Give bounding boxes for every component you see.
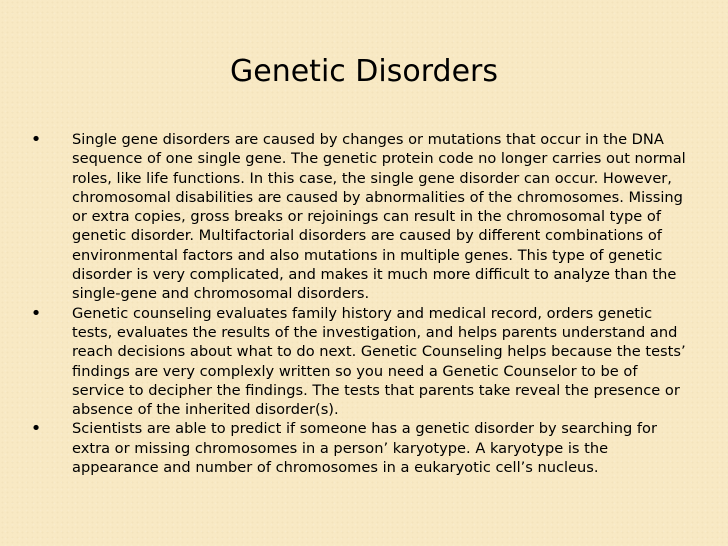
bullet-item-genetic-counseling: [30, 304, 694, 420]
bullet-text: Genetic counseling evaluates family history and medical record, orders genetic tests, evaluates the results of the investigation, and helps parents understand and reach decisions about what to do next. Genetic Counseling helps because the tests’ findings are very complexly written so you need a Genetic Counselor to be of service to decipher the findings. The tests that parents take reveal the presence or absence of the inherited disorder(s).: [72, 304, 686, 419]
bullet-item-single-gene: [30, 130, 694, 304]
bullet-item-karyotype: [30, 419, 694, 477]
bullet-icon: •: [30, 418, 42, 440]
slide-title: Genetic Disorders: [230, 54, 498, 89]
bullet-icon: •: [30, 302, 42, 324]
bullet-text: Scientists are able to predict if someone has a genetic disorder by searching for extra or missing chromosomes in a person’ karyotype. A karyotype is the appearance and number of chromosomes in a eukaryotic cell’s nucleus.: [72, 420, 657, 477]
bullet-icon: •: [30, 129, 42, 150]
bullet-list: [30, 130, 694, 477]
bullet-text: Single gene disorders are caused by changes or mutations that occur in the DNA sequence of one single gene. The genetic protein code no longer carries out normal roles, like life functions. In this case, the single gene disorder can occur. However, chromosomal disabilities are caused by abnormalities of the chromosomes. Missing or extra copies, gross breaks or rejoinings can result in the chromosomal type of genetic disorder. Multifactorial disorders are caused by different combinations of environmental factors and also mutations in multiple genes. This type of genetic disorder is very complicated, and makes it much more difficult to analyze than the single-gene and chromosomal disorders.: [72, 131, 686, 303]
